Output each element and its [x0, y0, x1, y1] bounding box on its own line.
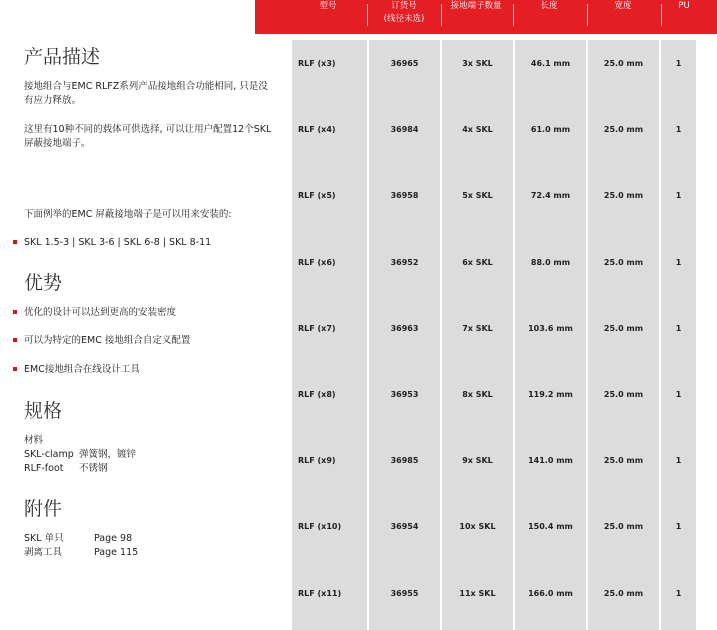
cell-type: RLF (x3) — [298, 59, 336, 68]
cell-order-number: 36984 — [390, 125, 419, 134]
cell-terminal-count: 6x SKL — [462, 258, 493, 267]
cell-type: RLF (x8) — [298, 390, 336, 399]
cell-type: RLF (x10) — [298, 522, 342, 531]
table-header — [255, 0, 717, 34]
specification-heading: 规格 — [24, 400, 63, 422]
cell-order-number: 36955 — [390, 589, 419, 598]
cell-width: 25.0 mm — [603, 324, 644, 333]
cell-length: 119.2 mm — [528, 390, 573, 399]
spec-material-label: 材料 — [24, 435, 44, 446]
advantage-item: 优化的设计可以达到更高的安装密度 — [13, 306, 176, 320]
cell-type: RLF (x7) — [298, 324, 336, 333]
cell-type: RLF (x5) — [298, 191, 336, 200]
header-pu: PU — [678, 1, 690, 11]
bullet-square-icon — [13, 338, 17, 342]
bullet-square-icon — [13, 310, 17, 314]
cell-order-number: 36954 — [390, 522, 419, 531]
cell-pu: 1 — [675, 324, 682, 333]
cell-type: RLF (x9) — [298, 456, 336, 465]
advantage-item: EMC接地组合在线设计工具 — [13, 363, 140, 377]
cell-terminal-count: 9x SKL — [462, 456, 493, 465]
cell-width: 25.0 mm — [603, 589, 644, 598]
header-order-number: 订货号 (线径未选) — [383, 1, 425, 24]
cell-order-number: 36985 — [390, 456, 419, 465]
cell-length: 141.0 mm — [528, 456, 573, 465]
cell-terminal-count: 11x SKL — [459, 589, 496, 598]
cell-pu: 1 — [675, 59, 682, 68]
cell-pu: 1 — [675, 258, 682, 267]
header-width: 宽度 — [614, 1, 632, 11]
cell-pu: 1 — [675, 522, 682, 531]
cell-width: 25.0 mm — [603, 456, 644, 465]
spec-row: RLF-foot 不锈钢 — [24, 463, 108, 474]
cell-order-number: 36953 — [390, 390, 419, 399]
cell-length: 166.0 mm — [528, 589, 573, 598]
cell-pu: 1 — [675, 191, 682, 200]
cell-length: 88.0 mm — [530, 258, 571, 267]
product-description-heading: 产品描述 — [24, 46, 101, 68]
header-length: 长度 — [540, 1, 558, 11]
bullet-square-icon — [13, 240, 17, 244]
description-paragraph-2: 这里有10种不同的载体可供选择, 可以让用户配置12个SKL屏蔽接地端子。 — [24, 124, 272, 149]
description-paragraph-1: 接地组合与EMC RLFZ系列产品接地组合功能相同, 只是没有应力释放。 — [24, 81, 268, 106]
description-panel — [0, 0, 292, 630]
advantage-item: 可以为特定的EMC 接地组合自定义配置 — [13, 334, 190, 348]
spec-row: SKL-clamp 弹簧钢，镀锌 — [24, 449, 137, 460]
cell-width: 25.0 mm — [603, 191, 644, 200]
cell-pu: 1 — [675, 589, 682, 598]
cell-terminal-count: 7x SKL — [462, 324, 493, 333]
accessory-row: SKL 单只 Page 98 — [24, 533, 133, 544]
cell-width: 25.0 mm — [603, 59, 644, 68]
cell-order-number: 36958 — [390, 191, 419, 200]
cell-terminal-count: 3x SKL — [462, 59, 493, 68]
cell-pu: 1 — [675, 390, 682, 399]
cell-width: 25.0 mm — [603, 125, 644, 134]
cell-width: 25.0 mm — [603, 522, 644, 531]
cell-terminal-count: 10x SKL — [459, 522, 496, 531]
cell-terminal-count: 4x SKL — [462, 125, 493, 134]
cell-width: 25.0 mm — [603, 258, 644, 267]
cell-width: 25.0 mm — [603, 390, 644, 399]
accessory-row: 剥离工具 Page 115 — [24, 547, 139, 558]
cell-terminal-count: 5x SKL — [462, 191, 493, 200]
cell-order-number: 36963 — [390, 324, 419, 333]
cell-pu: 1 — [675, 456, 682, 465]
cell-type: RLF (x11) — [298, 589, 342, 598]
cell-length: 150.4 mm — [528, 522, 573, 531]
bullet-square-icon — [13, 367, 17, 371]
cell-order-number: 36952 — [390, 258, 419, 267]
cell-length: 46.1 mm — [530, 59, 571, 68]
cell-length: 61.0 mm — [530, 125, 571, 134]
header-terminal-count: 接地端子数量 — [450, 1, 502, 11]
header-divider — [367, 4, 368, 26]
cell-terminal-count: 8x SKL — [462, 390, 493, 399]
header-type: 型号 — [319, 1, 337, 11]
accessories-heading: 附件 — [24, 498, 63, 520]
description-paragraph-3: 下面例举的EMC 屏蔽接地端子是可以用来安装的: — [24, 209, 232, 220]
cell-order-number: 36965 — [390, 59, 419, 68]
cell-type: RLF (x4) — [298, 125, 336, 134]
compatible-terminals-item: SKL 1.5-3 | SKL 3-6 | SKL 6-8 | SKL 8-11 — [13, 236, 211, 250]
cell-length: 103.6 mm — [528, 324, 573, 333]
cell-pu: 1 — [675, 125, 682, 134]
cell-length: 72.4 mm — [530, 191, 571, 200]
advantages-heading: 优势 — [24, 272, 63, 294]
cell-type: RLF (x6) — [298, 258, 336, 267]
